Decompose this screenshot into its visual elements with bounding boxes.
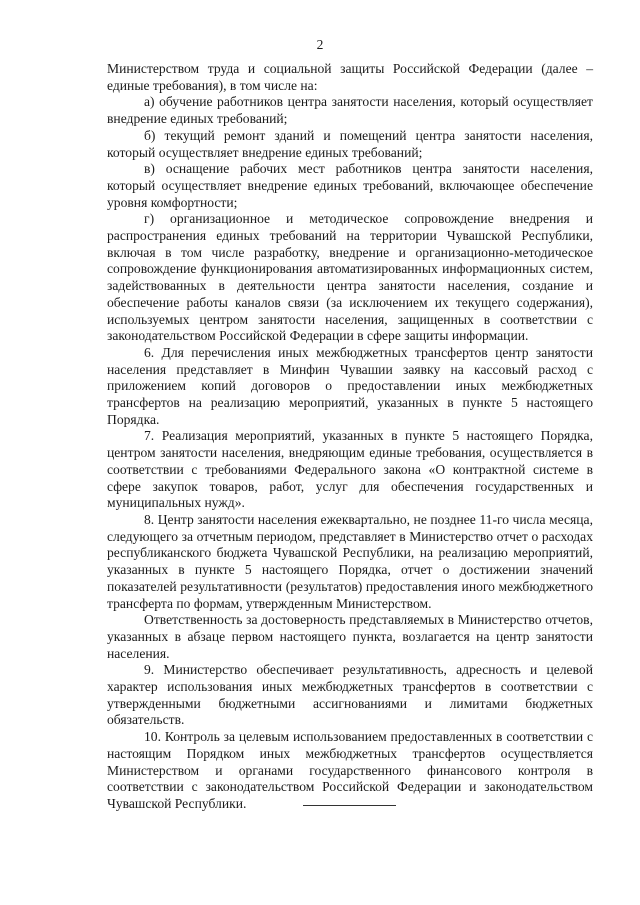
paragraph-8: 8. Центр занятости населения ежеквартально, не позднее 11-го числа месяца, следующего за отчетным периодом, представляет в Министерство отчет о расходах республиканского бюджета Чувашской Республики, на реализацию мероприятий, указанных в пункте 5 настоящего Порядка, отчет о достижении значений показателей результативности (результатов) предоставления иного межбюджетного трансферта по формам, утвержденным Министерством. (107, 511, 593, 611)
paragraph-continuation: Министерством труда и социальной защиты Российской Федерации (далее – единые требования), в том числе на: (107, 61, 593, 93)
paragraph-6: 6. Для перечисления иных межбюджетных трансфертов центр занятости населения представляет в Минфин Чувашии заявку на кассовый расход с приложением копий договоров о предоставлении иных межбюджетных трансфертов на реализацию мероприятий, указанных в пункте 5 настоящего Порядка. (107, 344, 593, 427)
paragraph-9: 9. Министерство обеспечивает результативность, адресность и целевой характер использования иных межбюджетных трансфертов в соответствии с утвержденными бюджетными ассигнованиями и лимитами бюджетных обязательств. (107, 662, 593, 728)
paragraph-item-b: б) текущий ремонт зданий и помещений центра занятости населения, который осуществляет внедрение единых требований; (107, 127, 593, 160)
page-number: 2 (316, 37, 324, 52)
paragraph-item-g: г) организационное и методическое сопровождение внедрения и распространения единых требований на территории Чувашской Республики, включая в том числе разработку, внедрение и организационно-методическое сопровождение функционирования автоматизированных информационных систем, задействованных в деятельности центра занятости населения, создание и обеспечение работы каналов связи (за исключением их текущего содержания), используемых центром занятости населения, защищенных в соответствии с законодательством Российской Федерации в сфере защиты информации. (107, 211, 593, 344)
paragraph-7: 7. Реализация мероприятий, указанных в пункте 5 настоящего Порядка, центром занятости населения, внедряющим единые требования, осуществляется в соответствии с требованиями Федерального закона «О контрактной системе в сфере закупок товаров, работ, услуг для обеспечения государственных и муниципальных нужд». (107, 428, 593, 511)
end-divider (303, 805, 396, 806)
paragraph-8-responsibility: Ответственность за достоверность представляемых в Министерство отчетов, указанных в абзаце первом настоящего пункта, возлагается на центр занятости населения. (107, 612, 593, 661)
document-body (107, 61, 593, 813)
paragraph-item-a: а) обучение работников центра занятости населения, который осуществляет внедрение единых требований; (107, 94, 593, 127)
paragraph-item-v: в) оснащение рабочих мест работников центра занятости населения, который осуществляет внедрение единых требований, включающее обеспечение уровня комфортности; (107, 161, 593, 210)
paragraph-10: 10. Контроль за целевым использованием предоставленных в соответствии с настоящим Порядком иных межбюджетных трансфертов осуществляется Министерством и органами государственного финансового контроля в соответствии с законодательством Российской Федерации и законодательством Чувашской Республики. (107, 729, 593, 811)
